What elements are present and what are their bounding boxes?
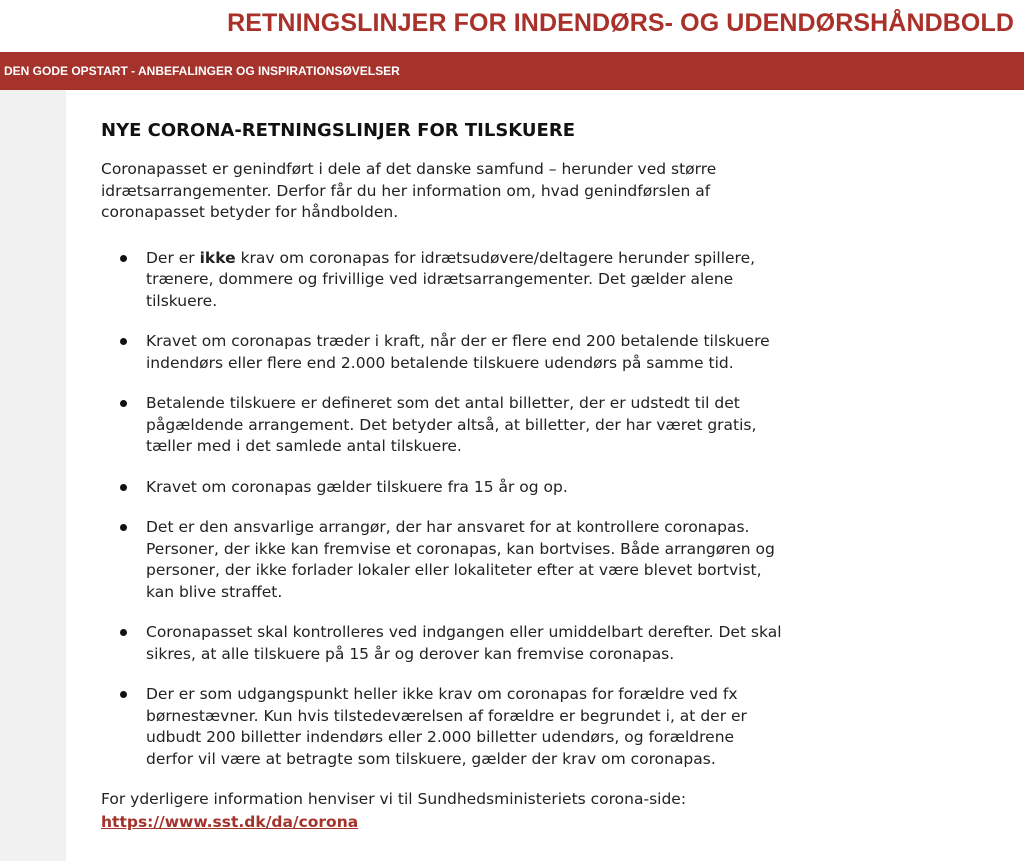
list-item-bold-text: ikke: [199, 248, 236, 267]
list-item-text: Kravet om coronapas gælder tilskuere fra 15 år og op.: [146, 477, 568, 496]
list-item-text: Der er som udgangspunkt heller ikke krav om coronapas for forældre ved fx børnestævner. Kun hvis tilstedeværelsen af forældre er begrundet i, at der er udbudt 200 billetter indendørs eller 2.000 billetter udendørs, og forældrene derfor vil være at betragte som tilskuere, gælder der krav om coronapas.: [146, 685, 747, 768]
bullet-dot-icon: [120, 691, 127, 698]
bullet-dot-icon: [120, 629, 127, 636]
bullet-dot-icon: [120, 524, 127, 531]
nav-link-den-gode-opstart[interactable]: DEN GODE OPSTART - ANBEFALINGER OG INSPIRATIONSØVELSER: [4, 64, 400, 78]
page-header: [0, 0, 1024, 52]
list-item: [101, 248, 786, 313]
list-item: [101, 331, 786, 374]
list-item: [101, 684, 786, 770]
list-item: [101, 393, 786, 458]
bullet-dot-icon: [120, 484, 127, 491]
main-content: [101, 90, 821, 831]
list-item: [101, 477, 786, 499]
left-sidebar: [0, 90, 66, 861]
list-item-text: Det er den ansvarlige arrangør, der har ansvaret for at kontrollere coronapas. Personer, der ikke kan fremvise et coronapas, kan bortvises. Både arrangøren og personer, der ikke forlader lokaler eller lokaliteter efter at være blevet bortvist, kan blive straffet.: [146, 518, 775, 601]
list-item-text: Betalende tilskuere er defineret som det antal billetter, der er udstedt til det pågældende arrangement. Det betyder altså, at billetter, der har været gratis, tæller med i det samlede antal tilskuere.: [146, 394, 757, 455]
page-header-title: RETNINGSLINJER FOR INDENDØRS- OG UDENDØRSHÅNDBOLD: [227, 9, 1014, 37]
intro-paragraph: Coronapasset er genindført i dele af det danske samfund – herunder ved større idrætsarrangementer. Derfor får du her information om, hvad genindførslen af coronapasset betyder for håndbolden.: [101, 160, 717, 221]
list-item-text: Coronapasset skal kontrolleres ved indgangen eller umiddelbart derefter. Det skal sikres, at alle tilskuere på 15 år og derover kan fremvise coronapas.: [146, 623, 782, 663]
bullet-list: [101, 248, 821, 771]
bullet-dot-icon: [120, 255, 127, 262]
outro-paragraph: For yderligere information henviser vi til Sundhedsministeriets corona-side:: [101, 790, 687, 808]
bullet-dot-icon: [120, 400, 127, 407]
list-item-text: Kravet om coronapas træder i kraft, når der er flere end 200 betalende tilskuere indendørs eller flere end 2.000 betalende tilskuere udendørs på samme tid.: [146, 332, 770, 372]
list-item: [101, 517, 786, 603]
bullet-dot-icon: [120, 338, 127, 345]
section-heading: NYE CORONA-RETNINGSLINJER FOR TILSKUERE: [101, 120, 575, 141]
list-item: [101, 622, 786, 665]
list-item-text-after: krav om coronapas for idrætsudøvere/deltagere herunder spillere, trænere, dommere og frivillige ved idrætsarrangementer. Det gælder alene tilskuere.: [146, 248, 756, 310]
list-item-text-before: Der er: [146, 248, 200, 267]
nav-bar: [0, 52, 1024, 90]
sst-corona-link[interactable]: https://www.sst.dk/da/corona: [101, 812, 359, 831]
